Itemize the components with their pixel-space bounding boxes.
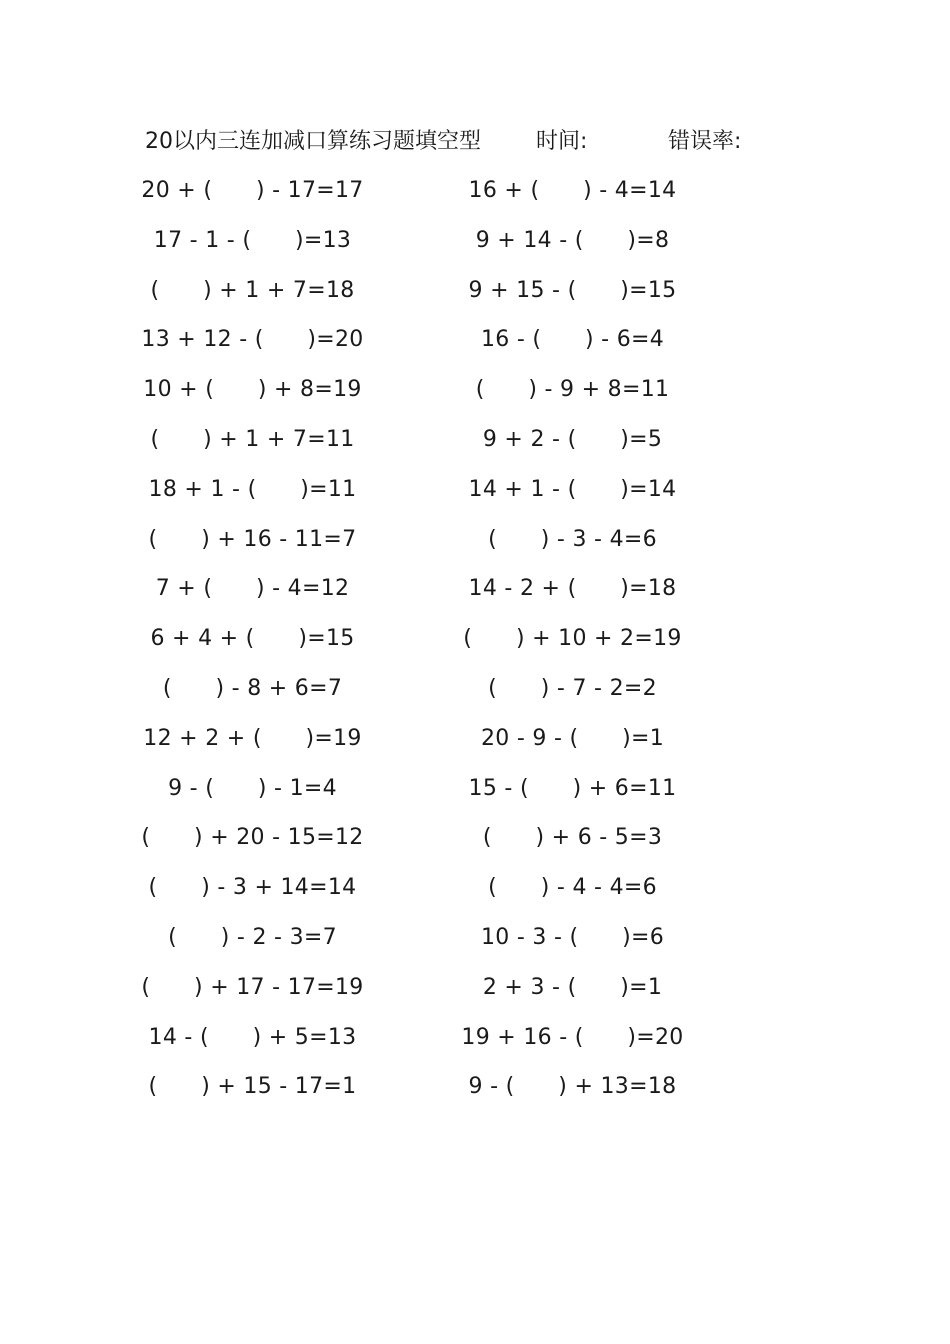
math-problem: 9 + 15 - ( )=15 [468,277,677,303]
right-problem-column [460,174,685,1120]
math-problem: ( ) - 7 - 2=2 [488,675,657,701]
math-problem: ( ) + 10 + 2=19 [463,626,682,652]
math-problem: 14 + 1 - ( )=14 [468,476,677,502]
math-problem: 19 + 16 - ( )=20 [461,1024,684,1050]
math-problem: 6 + 4 + ( )=15 [150,626,355,652]
math-problem: ( ) + 6 - 5=3 [482,825,663,851]
math-problem: ( ) + 20 - 15=12 [141,825,364,851]
worksheet-header [145,124,765,160]
worksheet-title: 20以内三连加减口算练习题填空型 [145,129,481,154]
math-problem: 2 + 3 - ( )=1 [482,974,663,1000]
math-problem: 16 + ( ) - 4=14 [468,178,677,203]
math-problem: ( ) - 3 + 14=14 [148,875,357,901]
math-problem: 7 + ( ) - 4=12 [155,576,350,602]
math-problem: ( ) + 16 - 11=7 [148,526,357,552]
math-problem: 10 - 3 - ( )=6 [480,924,665,950]
math-problem: ( ) + 17 - 17=19 [141,974,364,1000]
math-problem: 20 - 9 - ( )=1 [480,725,665,751]
math-problem: 20 + ( ) - 17=17 [141,178,364,203]
time-label: 时间: [536,129,588,154]
error-rate-label: 错误率: [668,129,742,154]
left-problem-column [140,174,365,1120]
math-problem: 9 + 2 - ( )=5 [482,426,663,452]
math-problem: ( ) - 9 + 8=11 [475,377,670,403]
math-problem: 9 - ( ) + 13=18 [468,1074,677,1100]
math-problem: 14 - 2 + ( )=18 [468,576,677,602]
math-problem: 9 + 14 - ( )=8 [475,227,670,253]
math-problem: 10 + ( ) + 8=19 [143,377,362,403]
math-problem: 13 + 12 - ( )=20 [141,327,364,353]
math-problem: 17 - 1 - ( )=13 [153,227,352,253]
math-problem: 9 - ( ) - 1=4 [168,775,337,801]
math-problem: ( ) - 4 - 4=6 [488,875,657,901]
math-problem: 12 + 2 + ( )=19 [143,725,362,751]
math-problem: 18 + 1 - ( )=11 [148,476,357,502]
math-problem: 14 - ( ) + 5=13 [148,1024,357,1050]
math-problem: ( ) - 8 + 6=7 [162,675,343,701]
math-problem: ( ) - 3 - 4=6 [488,526,657,552]
math-problem: ( ) - 2 - 3=7 [168,924,337,950]
math-problem: ( ) + 15 - 17=1 [148,1074,357,1100]
math-problem: 15 - ( ) + 6=11 [468,775,677,801]
math-problem: ( ) + 1 + 7=18 [150,277,355,303]
math-problem: 16 - ( ) - 6=4 [480,327,665,353]
math-problem: ( ) + 1 + 7=11 [150,426,355,452]
